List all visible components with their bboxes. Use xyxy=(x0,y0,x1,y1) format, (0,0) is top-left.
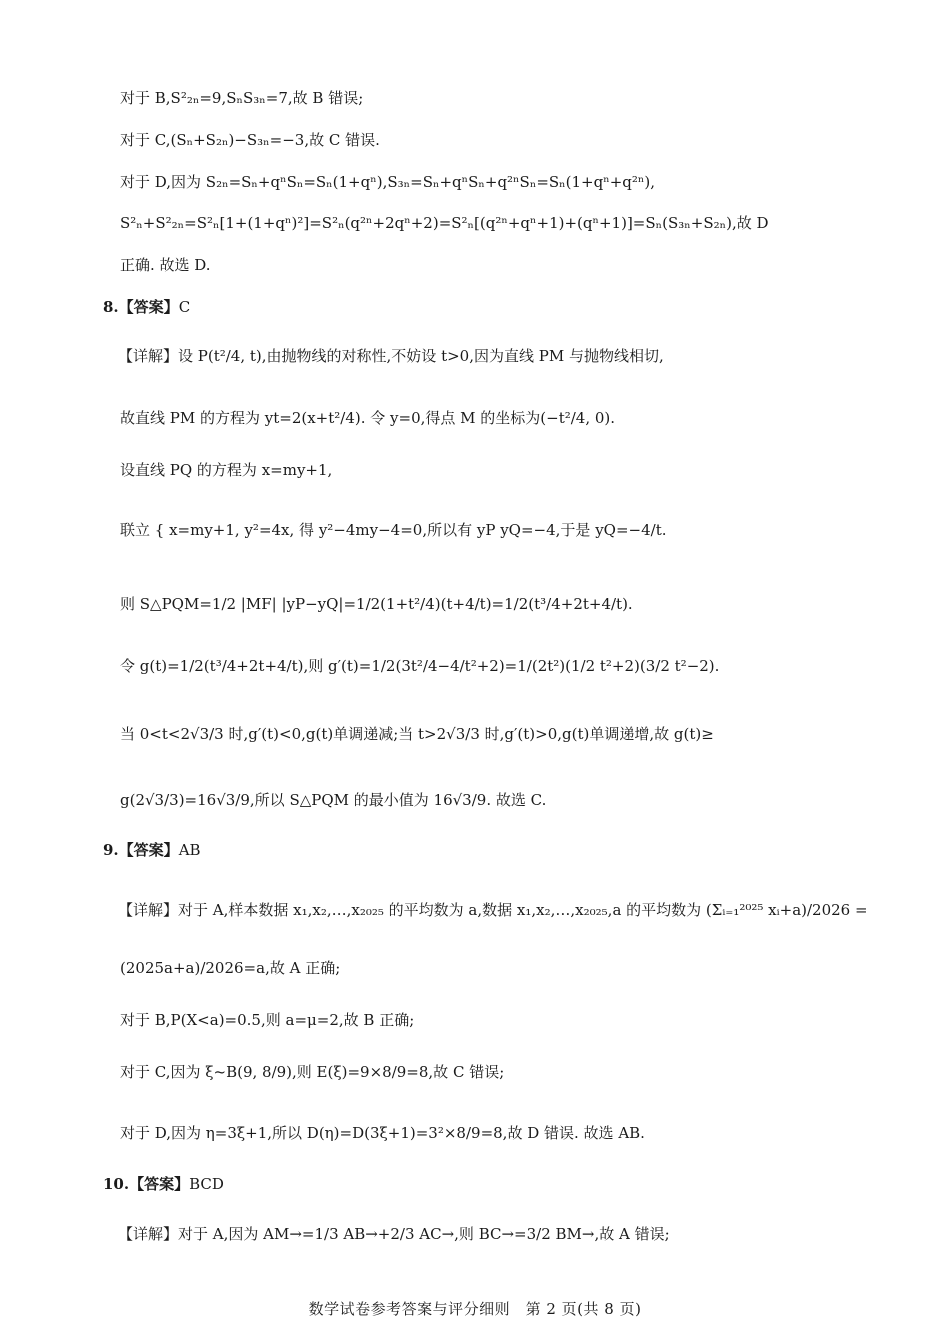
text-line: 对于 C,(Sₙ+S₂ₙ)−S₃ₙ=−3,故 C 错误. xyxy=(120,131,380,149)
answer-label: 【答案】 xyxy=(129,1175,190,1193)
question-number: 10. xyxy=(103,1175,130,1193)
answer-label: 【答案】 xyxy=(118,298,179,316)
question-number: 8. xyxy=(103,298,119,316)
text-line: 对于 B,P(X<a)=0.5,则 a=μ=2,故 B 正确; xyxy=(120,1011,415,1029)
text-line: S²ₙ+S²₂ₙ=S²ₙ[1+(1+qⁿ)²]=S²ₙ(q²ⁿ+2qⁿ+2)=S²ₙ[(q²ⁿ+qⁿ+1)+(qⁿ+1)]=Sₙ(S₃ₙ+S₂ₙ),故 D xyxy=(120,214,769,232)
question-9-header xyxy=(103,840,201,861)
text-line: 对于 B,S²₂ₙ=9,SₙS₃ₙ=7,故 B 错误; xyxy=(120,89,364,107)
question-10-header xyxy=(103,1174,224,1195)
answer-value: BCD xyxy=(189,1175,224,1193)
text-line: 【详解】对于 A,样本数据 x₁,x₂,…,x₂₀₂₅ 的平均数为 a,数据 x₁,x₂,…,x₂₀₂₅,a 的平均数为 (Σᵢ₌₁²⁰²⁵ xᵢ+a)/2026 = xyxy=(118,901,868,919)
question-number: 9. xyxy=(103,841,119,859)
text-line: 则 S△PQM=1/2 |MF| |yP−yQ|=1/2(1+t²/4)(t+4/t)=1/2(t³/4+2t+4/t). xyxy=(120,595,633,613)
text-line: (2025a+a)/2026=a,故 A 正确; xyxy=(120,959,341,977)
text-line: 【详解】设 P(t²/4, t),由抛物线的对称性,不妨设 t>0,因为直线 PM 与抛物线相切, xyxy=(118,347,664,365)
text-line: 设直线 PQ 的方程为 x=my+1, xyxy=(120,461,333,479)
answer-value: C xyxy=(178,298,191,316)
page-footer: 数学试卷参考答案与评分细则 第 2 页(共 8 页) xyxy=(308,1300,642,1318)
text-line: 对于 D,因为 S₂ₙ=Sₙ+qⁿSₙ=Sₙ(1+qⁿ),S₃ₙ=Sₙ+qⁿSₙ+q²ⁿSₙ=Sₙ(1+qⁿ+q²ⁿ), xyxy=(120,173,655,191)
answer-label: 【答案】 xyxy=(118,841,179,859)
text-line: 对于 D,因为 η=3ξ+1,所以 D(η)=D(3ξ+1)=3²×8/9=8,故 D 错误. 故选 AB. xyxy=(120,1124,645,1142)
text-line: 对于 C,因为 ξ~B(9, 8/9),则 E(ξ)=9×8/9=8,故 C 错误; xyxy=(120,1063,505,1081)
text-line: g(2√3/3)=16√3/9,所以 S△PQM 的最小值为 16√3/9. 故选 C. xyxy=(120,791,547,809)
text-line: 联立 { x=my+1, y²=4x, 得 y²−4my−4=0,所以有 yP yQ=−4,于是 yQ=−4/t. xyxy=(120,521,667,539)
text-line: 故直线 PM 的方程为 yt=2(x+t²/4). 令 y=0,得点 M 的坐标为(−t²/4, 0). xyxy=(120,409,616,427)
text-line: 正确. 故选 D. xyxy=(120,256,211,274)
text-line: 当 0<t<2√3/3 时,g′(t)<0,g(t)单调递减;当 t>2√3/3 时,g′(t)>0,g(t)单调递增,故 g(t)≥ xyxy=(120,725,714,743)
question-8-header xyxy=(103,297,190,318)
text-line: 【详解】对于 A,因为 AM→=1/3 AB→+2/3 AC→,则 BC→=3/2 BM→,故 A 错误; xyxy=(118,1225,670,1243)
answer-value: AB xyxy=(178,841,201,859)
text-line: 令 g(t)=1/2(t³/4+2t+4/t),则 g′(t)=1/2(3t²/4−4/t²+2)=1/(2t²)(1/2 t²+2)(3/2 t²−2). xyxy=(120,657,720,675)
